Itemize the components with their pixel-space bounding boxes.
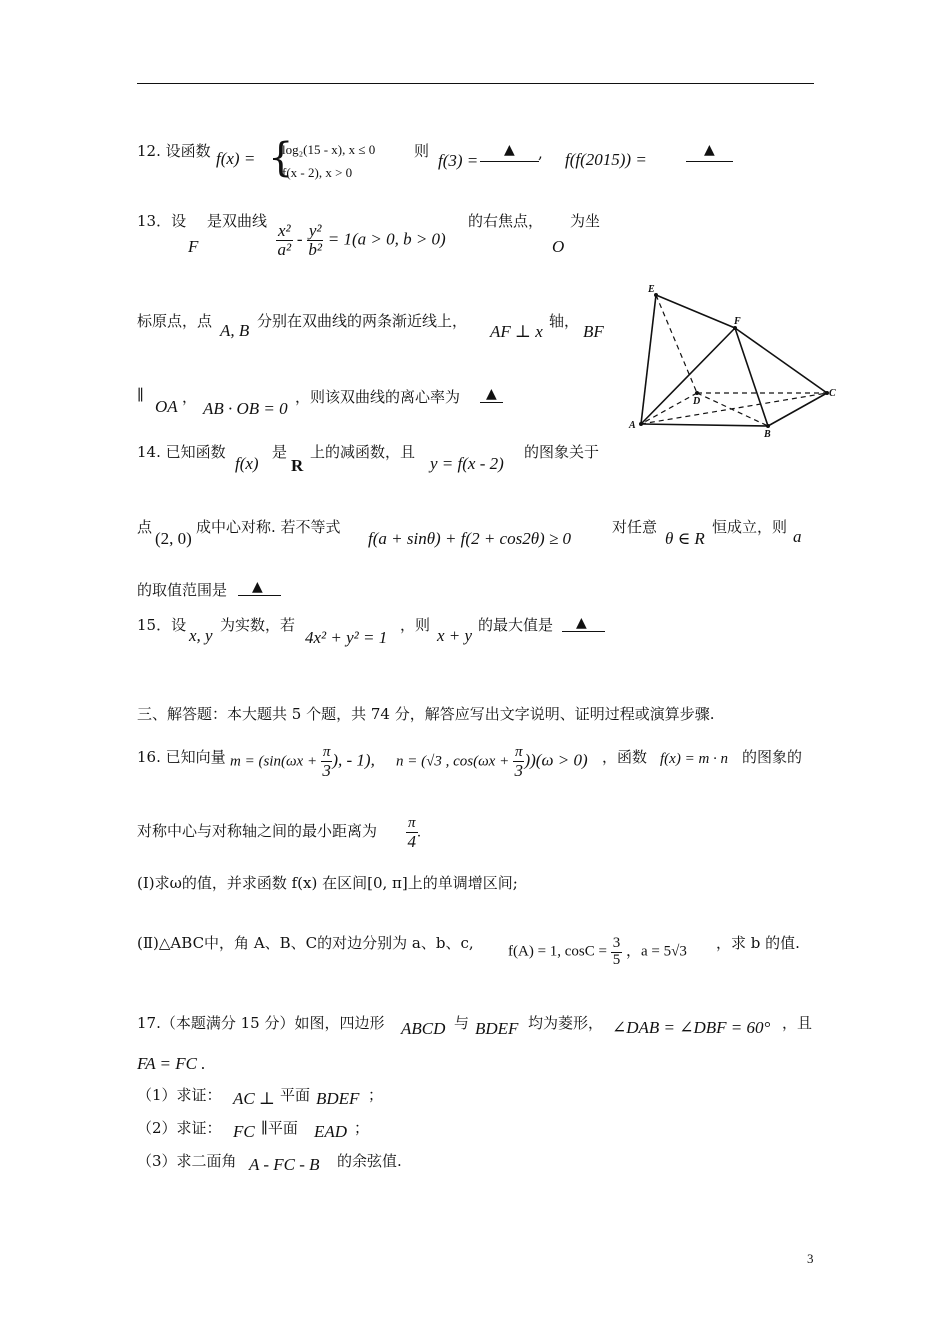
label-B: B — [764, 429, 771, 438]
q17-p1-plane: 平面 — [280, 1086, 311, 1104]
q14-holds: 恒成立，则 — [712, 518, 788, 536]
q14-lead: 14. 已知函数 — [137, 443, 226, 461]
q12-lead: 12. 设函数 — [137, 142, 211, 160]
edge-FC — [735, 328, 827, 393]
q14-dec: 上的减函数，且 — [310, 443, 416, 461]
q17-and: 与 — [454, 1014, 470, 1032]
q12-case2: f(x - 2), x > 0 — [282, 165, 353, 180]
q16-graph: 的图象的 — [742, 748, 803, 766]
q14-line2a: 点 — [137, 518, 153, 536]
q13-is-hyperbola: 是双曲线 — [207, 212, 268, 230]
q14-R: R — [291, 456, 304, 475]
q12-blank2: ▲ — [686, 143, 733, 162]
q12-ff: f(f(2015)) = — [565, 150, 647, 169]
label-C: C — [829, 388, 836, 399]
label-F: F — [734, 316, 741, 327]
q13-OA: OA — [155, 397, 178, 416]
q15-xy: x, y — [189, 626, 213, 645]
q17-p2-math2: EAD — [314, 1122, 348, 1141]
q16-line2: 对称中心与对称轴之间的最小距离为 — [137, 822, 378, 840]
q13-line2b: 分别在双曲线的两条渐近线上， — [257, 312, 468, 330]
q13-parallel: ∥ — [137, 386, 144, 404]
q17-p3-math: A - FC - B — [249, 1155, 320, 1174]
q16-part1: (Ⅰ)求ω的值，并求函数 f(x) 在区间[0, π]上的单调增区间; — [137, 874, 518, 892]
q15-then: ，则 — [400, 616, 431, 634]
q15-real: 为实数，若 — [220, 616, 296, 634]
edge-BC — [768, 393, 827, 426]
q13-AF: AF ⊥ x — [490, 322, 543, 341]
q17-FA: FA = FC . — [137, 1054, 206, 1073]
q12-case1: log₂(15 - x), x ≤ 0 — [282, 142, 376, 157]
label-E: E — [648, 284, 655, 295]
edge-FB — [735, 328, 768, 426]
q17-p2-end: ； — [354, 1119, 370, 1137]
q17-p3-label: （3）求二面角 — [137, 1152, 237, 1170]
q15-max: 的最大值是 — [478, 616, 554, 634]
q17-lead: 17.（本题满分 15 分）如图，四边形 — [137, 1014, 385, 1032]
pyramid-figure — [620, 278, 840, 438]
q17-p2-math: FC — [233, 1122, 255, 1141]
q17-p3-end: 的余弦值. — [337, 1152, 402, 1170]
q17-p2-par: ∥平面 — [261, 1119, 298, 1137]
q14-forall: 对任意 — [612, 518, 658, 536]
section3-heading: 三、解答题：本大题共 5 个题，共 74 分，解答应写出文字说明、证明过程或演算步骤. — [137, 705, 715, 723]
page-number: 3 — [807, 1251, 814, 1266]
q13-blank: ▲ — [480, 387, 503, 403]
q13-right-focus: 的右焦点， — [468, 212, 544, 230]
q16-pi4: $\frac{\pi}{4}$ . — [407, 815, 422, 851]
q14-y: y = f(x - 2) — [430, 454, 504, 473]
q13-F: F — [188, 237, 199, 256]
edge-FA — [641, 328, 735, 424]
q17-BDEF: BDEF — [475, 1019, 519, 1038]
q17-p1-end: ； — [368, 1086, 384, 1104]
q13-BF: BF — [583, 322, 604, 341]
q16-m: m = (sin(ωx + $\frac{\pi}{3}$ ), - 1), — [230, 744, 375, 780]
q13-ecc: ，则该双曲线的离心率为 — [295, 388, 461, 406]
q17-p1-math: AC ⊥ — [233, 1089, 275, 1108]
q14-ineq: f(a + sinθ) + f(2 + cos2θ) ≥ 0 — [368, 529, 572, 548]
q13-dot: AB · OB = 0 — [203, 399, 288, 418]
q13-is-origin: 为坐 — [570, 212, 601, 230]
q17-and2: ，且 — [782, 1014, 813, 1032]
q16-func: ，函数 — [602, 748, 648, 766]
q16-part2-math: f(A) = 1, cosC = $\frac{3}{5}$ ，a = 5√3 — [508, 935, 687, 968]
q12-comma: , — [538, 144, 543, 162]
q12-f3: f(3) = — [438, 151, 479, 170]
label-A: A — [629, 420, 636, 431]
q14-range: 的取值范围是 — [137, 581, 228, 599]
q16-find-b: ，求 b 的值. — [716, 934, 800, 952]
q13-O: O — [552, 237, 565, 256]
q12-blank1: ▲ — [480, 143, 539, 162]
edge-DB — [697, 393, 768, 426]
edge-AB — [641, 424, 768, 426]
q13-line2a: 标原点，点 — [137, 312, 213, 330]
q12-fx: f(x) = — [216, 149, 256, 168]
q14-a: a — [793, 527, 802, 546]
label-D: D — [693, 396, 701, 407]
q16-f: f(x) = m · n — [660, 751, 729, 767]
q14-line2b: 成中心对称. 若不等式 — [196, 518, 341, 536]
q17-p1-label: （1）求证： — [137, 1086, 222, 1104]
q14-fx: f(x) — [235, 454, 259, 473]
q13-comma: ， — [182, 388, 198, 406]
q15-eq: 4x² + y² = 1 — [305, 628, 388, 647]
q16-n: n = (√3 , cos(ωx + $\frac{\pi}{3}$ ))(ω > 0) — [396, 744, 588, 780]
q14-theta: θ ∈ R — [665, 529, 705, 548]
q13-lead: 13．设 — [137, 212, 187, 230]
q15-blank: ▲ — [562, 616, 605, 632]
q17-p2-label: （2）求证： — [137, 1119, 222, 1137]
q14-graph: 的图象关于 — [524, 443, 600, 461]
q16-lead: 16. 已知向量 — [137, 748, 226, 766]
q17-angles: ∠DAB = ∠DBF = 60° — [612, 1018, 771, 1037]
q12-brace: { — [268, 135, 294, 181]
q17-p1-math2: BDEF — [316, 1089, 360, 1108]
edge-EA — [641, 295, 656, 424]
q14-blank: ▲ — [238, 580, 281, 596]
q13-axis: 轴， — [549, 312, 580, 330]
q15-sum: x + y — [437, 626, 473, 645]
header-rule — [137, 83, 814, 84]
q17-rhombus: 均为菱形， — [528, 1014, 604, 1032]
q17-ABCD: ABCD — [401, 1019, 446, 1038]
q14-pt: (2, 0) — [155, 529, 192, 548]
q15-lead: 15．设 — [137, 616, 187, 634]
q16-part2a: (Ⅱ)△ABC中，角 A、B、C的对边分别为 a、b、c, — [137, 934, 474, 952]
q12-then: 则 — [414, 142, 430, 160]
q13-eq: $\frac{\text{x²}}{\text{a²}}$ - $\frac{\text{y²}}{\text{b²}}$ = 1(a > 0, b > 0) — [277, 221, 446, 259]
q14-is: 是 — [272, 443, 288, 461]
q13-AB: A, B — [220, 321, 250, 340]
